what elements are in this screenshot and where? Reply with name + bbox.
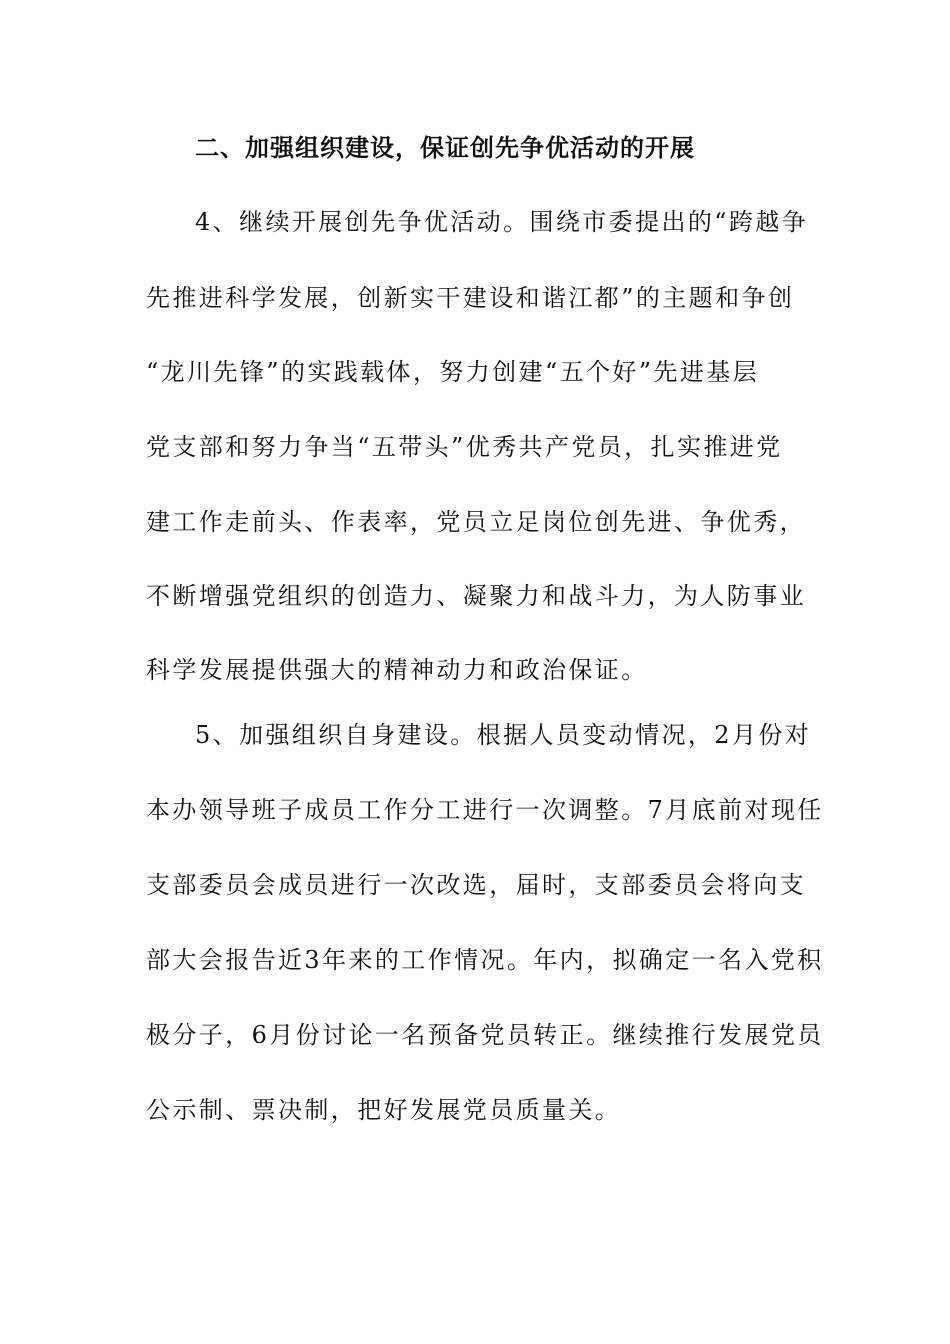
paragraph-4-line: 建工作走前头、作表率，党员立足岗位创先进、争优秀，	[146, 508, 806, 536]
paragraph-4-line: 党支部和努力争当“五带头”优秀共产党员，扎实推进党	[146, 433, 783, 461]
section-heading: 二、加强组织建设，保证创先争优活动的开展	[195, 133, 695, 162]
paragraph-5-line: 极分子，6月份讨论一名预备党员转正。继续推行发展党员	[146, 1021, 824, 1049]
paragraph-5-line: 公示制、票决制，把好发展党员质量关。	[146, 1096, 622, 1124]
paragraph-5-line: 部大会报告近3年来的工作情况。年内，拟确定一名入党积	[146, 946, 824, 974]
paragraph-4-line: 4、继续开展创先争优活动。围绕市委提出的“跨越争	[195, 208, 809, 236]
paragraph-4-line: 先推进科学发展，创新实干建设和谐江都”的主题和争创	[146, 284, 795, 312]
paragraph-5-line: 5、加强组织自身建设。根据人员变动情况，2月份对	[195, 721, 812, 749]
paragraph-4-line: “龙川先锋”的实践载体，努力创建“五个好”先进基层	[146, 358, 760, 386]
paragraph-5-line: 支部委员会成员进行一次改选，届时，支部委员会将向支	[146, 871, 806, 899]
paragraph-4-line: 不断增强党组织的创造力、凝聚力和战斗力，为人防事业	[146, 582, 806, 610]
paragraph-4-line: 科学发展提供强大的精神动力和政治保证。	[146, 656, 648, 684]
paragraph-5-line: 本办领导班子成员工作分工进行一次调整。7月底前对现任	[146, 796, 824, 824]
